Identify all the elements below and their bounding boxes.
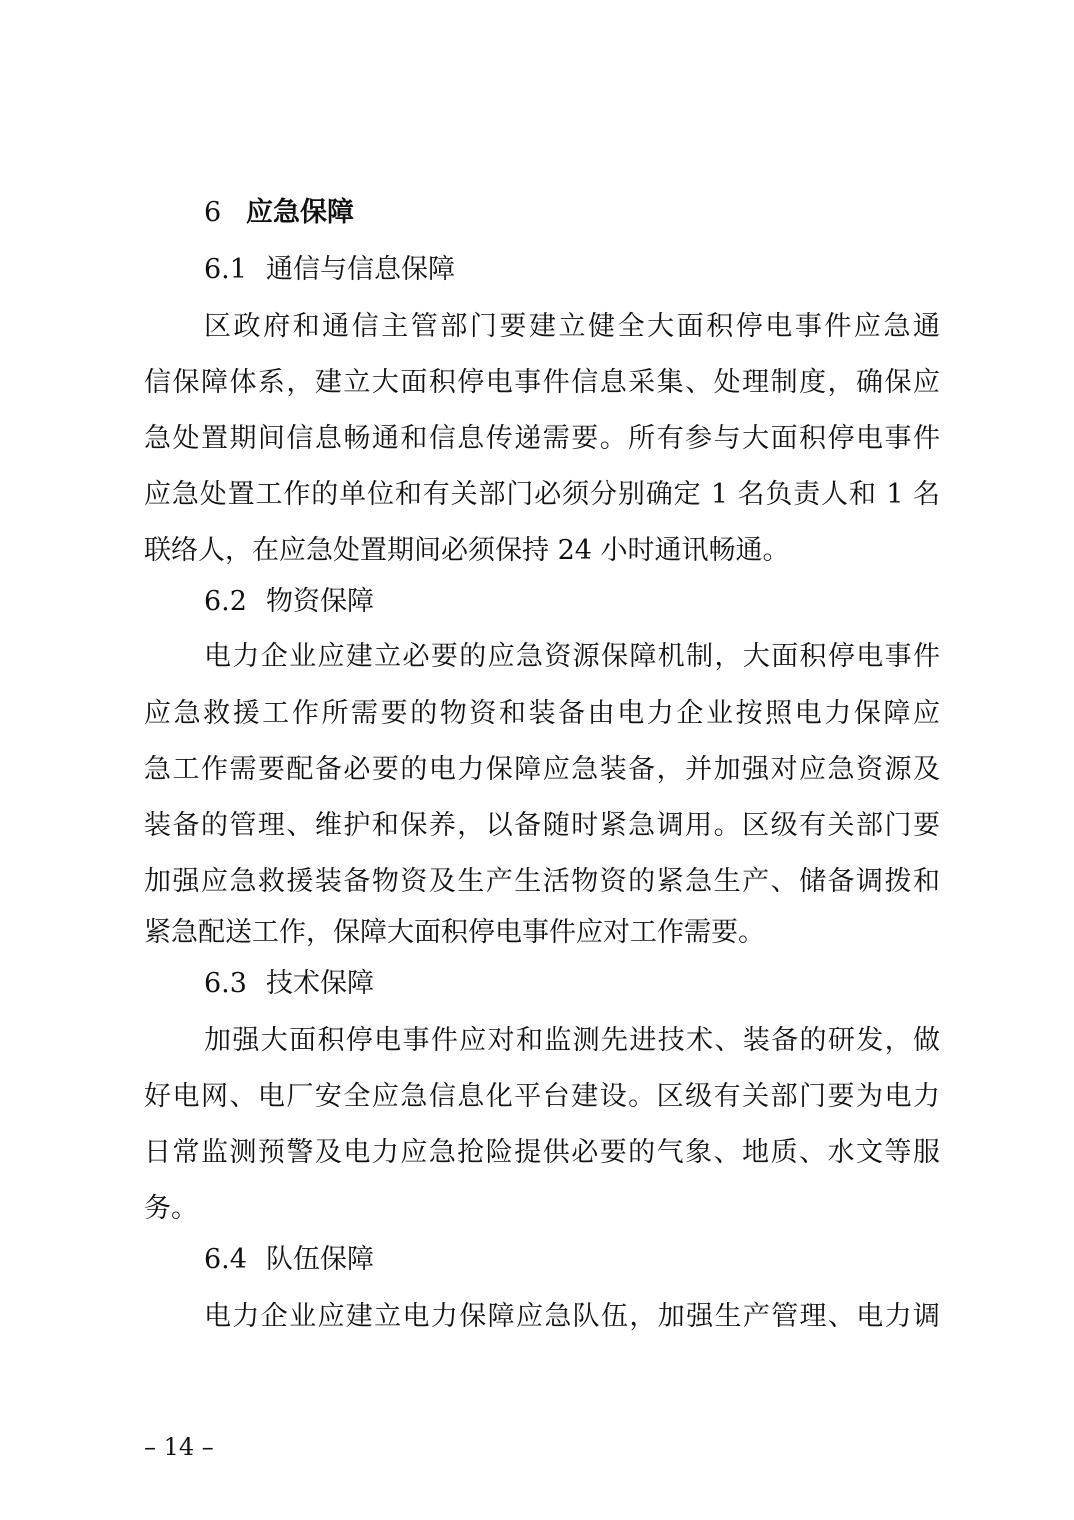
paragraph-line: 急工作需要配备必要的电力保障应急装备，并加强对应急资源及 xyxy=(144,754,940,785)
paragraph-line: 信保障体系，建立大面积停电事件信息采集、处理制度，确保应 xyxy=(144,367,940,398)
subsection-title: 队伍保障 xyxy=(266,1244,374,1275)
subsection-title: 通信与信息保障 xyxy=(266,254,455,285)
paragraph-line: 务。 xyxy=(144,1193,198,1224)
subsection-number: 6.2 xyxy=(204,586,247,617)
subsection-number: 6.1 xyxy=(204,254,247,285)
subsection-number: 6.3 xyxy=(204,968,247,999)
paragraph-line: 急处置期间信息畅通和信息传递需要。所有参与大面积停电事件 xyxy=(144,423,940,454)
paragraph-line: 好电网、电厂安全应急信息化平台建设。区级有关部门要为电力 xyxy=(144,1081,940,1112)
subsection-heading-6-4 xyxy=(204,1243,374,1277)
paragraph-line: 应急处置工作的单位和有关部门必须分别确定 1 名负责人和 1 名 xyxy=(144,479,940,510)
subsection-title: 物资保障 xyxy=(266,586,374,617)
page-number: – 14 – xyxy=(144,1433,214,1461)
paragraph-line: 日常监测预警及电力应急抢险提供必要的气象、地质、水文等服 xyxy=(144,1137,940,1168)
subsection-title: 技术保障 xyxy=(266,968,374,999)
subsection-heading-6-1 xyxy=(204,253,455,287)
section-number: 6 xyxy=(204,197,222,228)
subsection-heading-6-3 xyxy=(204,967,374,1001)
paragraph-line: 联络人，在应急处置期间必须保持 24 小时通讯畅通。 xyxy=(144,535,790,566)
paragraph-line: 加强大面积停电事件应对和监测先进技术、装备的研发，做 xyxy=(204,1025,940,1056)
paragraph-line: 电力企业应建立电力保障应急队伍，加强生产管理、电力调 xyxy=(204,1301,940,1332)
paragraph-line: 应急救援工作所需要的物资和装备由电力企业按照电力保障应 xyxy=(144,698,940,729)
section-title: 应急保障 xyxy=(246,197,354,228)
paragraph-line: 装备的管理、维护和保养，以备随时紧急调用。区级有关部门要 xyxy=(144,810,940,841)
section-heading xyxy=(204,196,354,230)
subsection-heading-6-2 xyxy=(204,585,374,619)
subsection-number: 6.4 xyxy=(204,1244,247,1275)
paragraph-line: 电力企业应建立必要的应急资源保障机制，大面积停电事件 xyxy=(204,641,940,672)
paragraph-line: 紧急配送工作，保障大面积停电事件应对工作需要。 xyxy=(144,917,765,948)
paragraph-line: 加强应急救援装备物资及生产生活物资的紧急生产、储备调拨和 xyxy=(144,866,940,897)
paragraph-line: 区政府和通信主管部门要建立健全大面积停电事件应急通 xyxy=(204,311,940,342)
